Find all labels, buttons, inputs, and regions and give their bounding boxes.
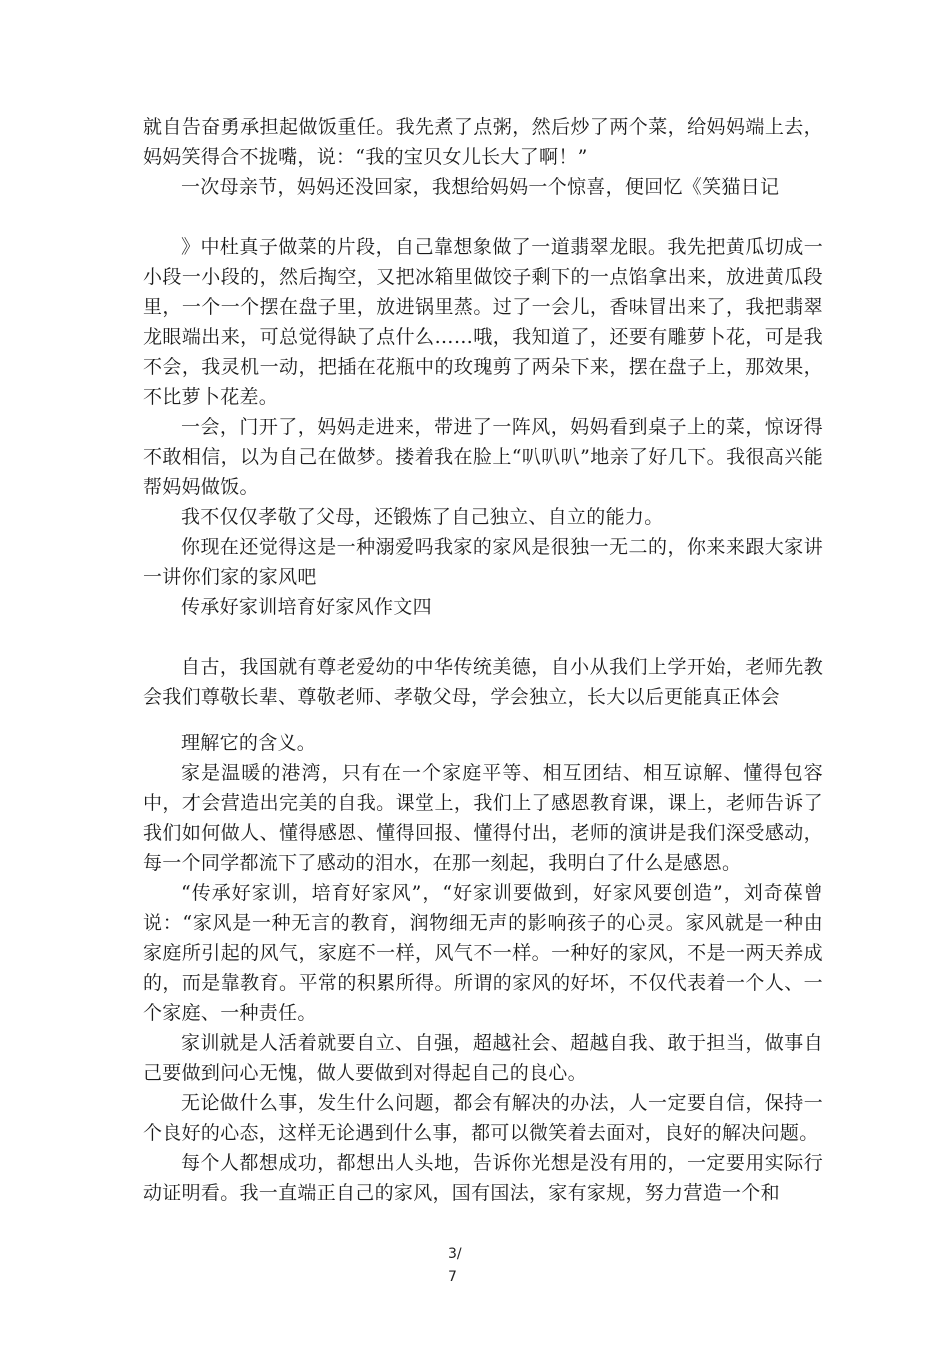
page-number — [448, 1243, 498, 1289]
paragraph: 一次母亲节，妈妈还没回家，我想给妈妈一个惊喜，便回忆《笑猫日记 — [181, 176, 780, 198]
page-number-current: 3/ — [448, 1246, 462, 1262]
blank-gap — [143, 202, 823, 232]
document-body — [143, 112, 823, 1208]
paragraph: 一会，门开了，妈妈走进来，带进了一阵风，妈妈看到桌子上的菜，惊讶得不敢相信，以为自己在做梦。搂着我在脸上“叭叭叭”地亲了好几下。我很高兴能帮妈妈做饭。 — [143, 416, 823, 498]
paragraph: 我不仅仅孝敬了父母，还锻炼了自己独立、自立的能力。 — [181, 506, 664, 528]
page-number-total: 7 — [448, 1269, 457, 1285]
paragraph: 理解它的含义。 — [181, 732, 317, 754]
paragraph: 每个人都想成功，都想出人头地，告诉你光想是没有用的，一定要用实际行动证明看。我一直端正自己的家风，国有国法，家有家规，努力营造一个和 — [143, 1152, 823, 1204]
blank-gap — [143, 622, 823, 652]
blank-gap — [143, 712, 823, 728]
paragraph: 无论做什么事，发生什么问题，都会有解决的办法，人一定要自信，保持一个良好的心态，这样无论遇到什么事，都可以微笑着去面对，良好的解决问题。 — [143, 1092, 823, 1144]
paragraph: 家训就是人活着就要自立、自强，超越社会、超越自我、敢于担当，做事自己要做到问心无愧，做人要做到对得起自己的良心。 — [143, 1032, 823, 1084]
paragraph: 就自告奋勇承担起做饭重任。我先煮了点粥，然后炒了两个菜，给妈妈端上去，妈妈笑得合不拢嘴，说：“我的宝贝女儿长大了啊！” — [143, 116, 823, 168]
paragraph: “传承好家训，培育好家风”，“好家训要做到，好家风要创造”，刘奇葆曾说：“家风是一种无言的教育，润物细无声的影响孩子的心灵。家风就是一种由家庭所引起的风气，家庭不一样，风气不一样。一种好的家风，不是一两天养成的，而是靠教育。平常的积累所得。所谓的家风的好坏，不仅代表着一个人、一个家庭、一种责任。 — [143, 882, 823, 1024]
paragraph: 你现在还觉得这是一种溺爱吗我家的家风是很独一无二的，你来来跟大家讲一讲你们家的家风吧 — [143, 536, 823, 588]
section-heading: 传承好家训培育好家风作文四 — [181, 596, 432, 618]
paragraph: 自古，我国就有尊老爱幼的中华传统美德，自小从我们上学开始，老师先教会我们尊敬长辈、尊敬老师、孝敬父母，学会独立，长大以后更能真正体会 — [143, 656, 823, 708]
paragraph: 家是温暖的港湾，只有在一个家庭平等、相互团结、相互谅解、懂得包容中，才会营造出完美的自我。课堂上，我们上了感恩教育课，课上，老师告诉了我们如何做人、懂得感恩、懂得回报、懂得付出，老师的演讲是我们深受感动，每一个同学都流下了感动的泪水，在那一刻起，我明白了什么是感恩。 — [143, 762, 823, 874]
paragraph: 》中杜真子做菜的片段，自己靠想象做了一道翡翠龙眼。我先把黄瓜切成一小段一小段的，然后掏空，又把冰箱里做饺子剩下的一点馅拿出来，放进黄瓜段里，一个一个摆在盘子里，放进锅里蒸。过了一会儿，香味冒出来了，我把翡翠龙眼端出来，可总觉得缺了点什么……哦，我知道了，还要有雕萝卜花，可是我不会，我灵机一动，把插在花瓶中的玫瑰剪了两朵下来，摆在盘子上，那效果，不比萝卜花差。 — [143, 236, 823, 408]
